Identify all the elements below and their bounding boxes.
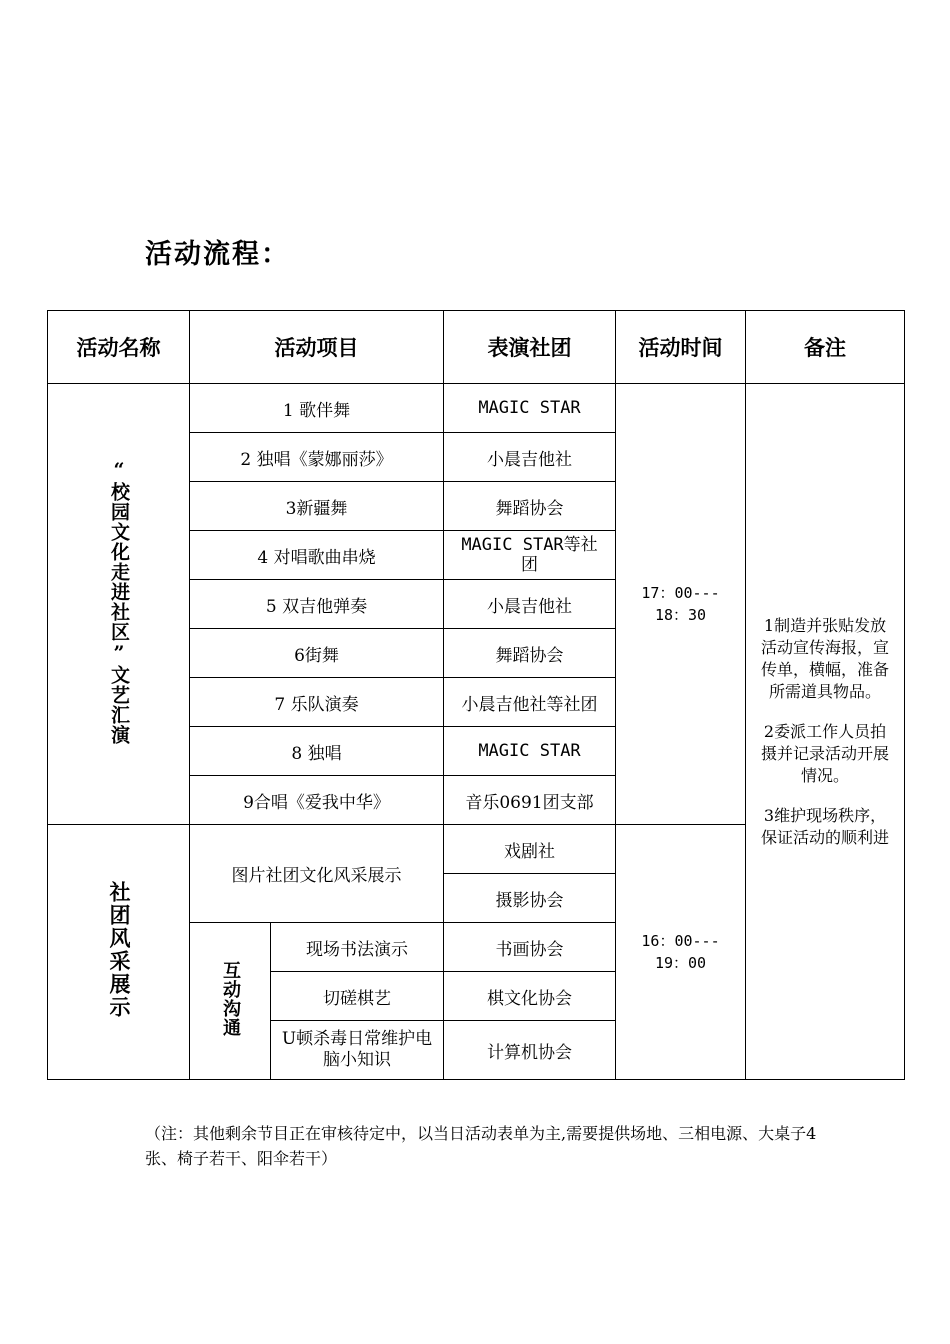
header-activity-time: 活动时间	[616, 311, 746, 384]
table-header-row	[48, 311, 905, 384]
activity-schedule-table	[47, 310, 905, 1080]
performing-club: 摄影协会	[444, 874, 616, 923]
performing-club: 书画协会	[444, 923, 616, 972]
remarks-cell	[746, 384, 905, 1080]
performing-club: 计算机协会	[444, 1021, 616, 1080]
performing-club: 音乐0691团支部	[444, 776, 616, 825]
section2-time-end: 19：00	[654, 954, 707, 972]
section2-time-start: 16：00---	[641, 932, 720, 950]
program-item: 7 乐队演奏	[190, 678, 444, 727]
table-row	[48, 384, 905, 433]
header-performing-club: 表演社团	[444, 311, 616, 384]
footnote: （注：其他剩余节目正在审核待定中，以当日活动表单为主,需要提供场地、三相电源、大桌子4张、椅子若干、阳伞若干）	[145, 1124, 817, 1168]
performing-club: 小晨吉他社	[444, 433, 616, 482]
performing-club: MAGIC STAR	[444, 727, 616, 776]
program-item: 4 对唱歌曲串烧	[190, 531, 444, 580]
program-item: 1 歌伴舞	[190, 384, 444, 433]
performing-club: 小晨吉他社等社团	[444, 678, 616, 727]
program-item: 切磋棋艺	[271, 972, 444, 1021]
section1-time-start: 17：00---	[641, 584, 720, 602]
section1-name-cell	[48, 384, 190, 825]
section1-time-cell	[616, 384, 746, 825]
performing-club: 小晨吉他社	[444, 580, 616, 629]
remark-item: 3维护现场秩序，保证活动的顺利进	[760, 805, 889, 847]
page-title: 活动流程：	[145, 239, 290, 270]
performing-club: 戏剧社	[444, 825, 616, 874]
program-item: 6街舞	[190, 629, 444, 678]
performing-club: 舞蹈协会	[444, 482, 616, 531]
remark-item: 2委派工作人员拍摄并记录活动开展情况。	[760, 721, 889, 785]
header-activity-name: 活动名称	[48, 311, 190, 384]
interact-label: 互动沟通	[220, 960, 241, 1037]
header-remarks: 备注	[746, 311, 905, 384]
remark-item: 1制造并张贴发放活动宣传海报，宣传单，横幅，准备所需道具物品。	[760, 615, 889, 701]
program-item: U顿杀毒日常维护电脑小知识	[271, 1021, 444, 1080]
header-activity-item: 活动项目	[190, 311, 444, 384]
performing-club: MAGIC STAR	[444, 384, 616, 433]
interact-label-cell	[190, 923, 271, 1080]
program-item: 9合唱《爱我中华》	[190, 776, 444, 825]
program-item: 8 独唱	[190, 727, 444, 776]
performing-club: MAGIC STAR等社团	[444, 531, 616, 580]
section1-name: “校园文化走进社区”文艺汇演	[108, 458, 130, 745]
section2-name: 社团风采展示	[107, 880, 131, 1019]
section2-time-cell	[616, 825, 746, 1080]
performing-club: 棋文化协会	[444, 972, 616, 1021]
section1-time-end: 18：30	[654, 606, 707, 624]
program-item: 2 独唱《蒙娜丽莎》	[190, 433, 444, 482]
section2-name-cell	[48, 825, 190, 1080]
showcase-item: 图片社团文化风采展示	[190, 825, 444, 923]
program-item: 现场书法演示	[271, 923, 444, 972]
program-item: 5 双吉他弹奏	[190, 580, 444, 629]
program-item: 3新疆舞	[190, 482, 444, 531]
performing-club: 舞蹈协会	[444, 629, 616, 678]
